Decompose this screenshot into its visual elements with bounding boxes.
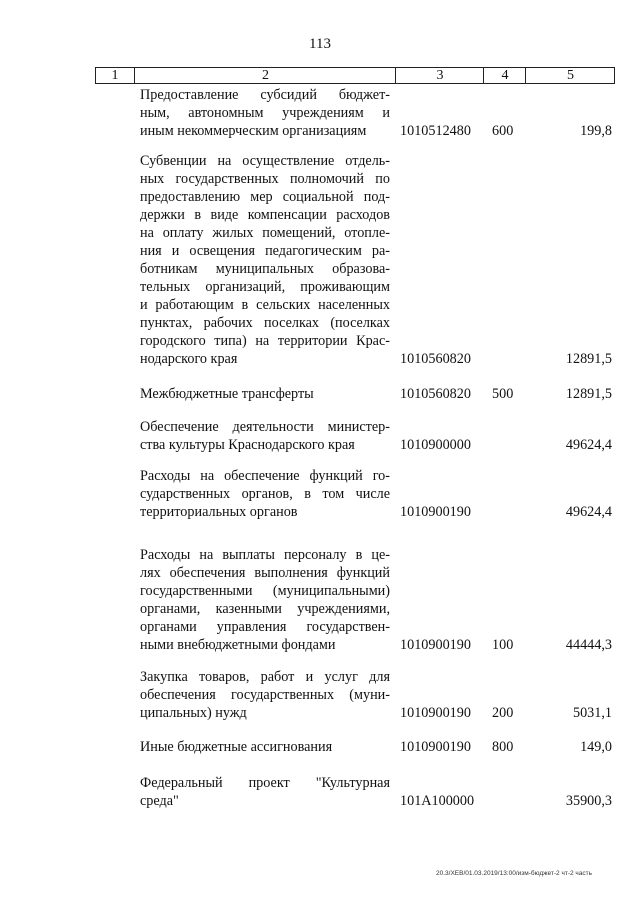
- description-line: ботникам муниципальных образова-: [140, 261, 390, 277]
- row-type: 800: [492, 739, 514, 755]
- row-amount: 12891,5: [565, 386, 612, 402]
- description-line: ципальных) нужд: [140, 705, 247, 721]
- description-line: предоставлению мер социальной под-: [140, 189, 390, 205]
- row-amount: 44444,3: [565, 637, 612, 653]
- description-line: Межбюджетные трансферты: [140, 386, 314, 402]
- description-line: Иные бюджетные ассигнования: [140, 739, 333, 755]
- row-code: 101A100000: [400, 793, 475, 809]
- row-code: 1010512480: [400, 123, 471, 139]
- description-line: иным некоммерческим организациям: [140, 123, 367, 139]
- row-description: [140, 774, 390, 810]
- description-line: Обеспечение деятельности министер-: [140, 419, 390, 435]
- description-line: Расходы на обеспечение функций го-: [140, 468, 390, 484]
- description-line: Предоставление субсидий бюджет-: [140, 87, 390, 103]
- description-line: лях обеспечения выполнения функций: [140, 565, 390, 581]
- row-amount: 12891,5: [565, 351, 612, 367]
- row-description: [140, 86, 390, 140]
- description-line: держки в виде компенсации расходов: [140, 207, 390, 223]
- description-line: обеспечения государственных (муни-: [140, 687, 390, 703]
- row-description: [140, 668, 390, 722]
- row-type: 500: [492, 386, 514, 402]
- header-col-4: 4: [483, 68, 526, 83]
- description-line: нодарского края: [140, 351, 238, 367]
- row-description: [140, 738, 390, 756]
- row-amount: 49624,4: [565, 437, 612, 453]
- row-amount: 149,0: [580, 739, 612, 755]
- row-amount: 199,8: [580, 123, 612, 139]
- description-line: городского типа) на территории Крас-: [140, 333, 390, 349]
- row-amount: 5031,1: [572, 705, 612, 721]
- row-amount: 35900,3: [565, 793, 612, 809]
- row-type: 600: [492, 123, 514, 139]
- table-header: [95, 67, 615, 84]
- description-line: среда": [140, 793, 179, 809]
- description-line: на оплату жилых помещений, отопле-: [140, 225, 390, 241]
- row-code: 1010560820: [400, 386, 471, 402]
- footer-reference: 20.3/ХЕВ/01.03.2019/13:00/изм-бюджет-2 чт-2 часть: [436, 870, 593, 877]
- row-code: 1010560820: [400, 351, 471, 367]
- description-line: тельных организаций, проживающим: [140, 279, 390, 295]
- description-line: Федеральный проект "Культурная: [140, 775, 390, 791]
- description-line: Закупка товаров, работ и услуг для: [140, 669, 390, 685]
- description-line: ства культуры Краснодарского края: [140, 437, 355, 453]
- row-code: 1010900190: [400, 739, 471, 755]
- description-line: сударственных органов, в том числе: [140, 486, 390, 502]
- description-line: ных государственных полномочий по: [140, 171, 390, 187]
- row-amount: 49624,4: [565, 504, 612, 520]
- row-code: 1010900000: [400, 437, 471, 453]
- description-line: государственными (муниципальными): [140, 583, 390, 599]
- description-line: ным, автономным учреждениям и: [140, 105, 390, 121]
- row-description: [140, 152, 390, 368]
- description-line: органами управления государствен-: [140, 619, 390, 635]
- description-line: пунктах, рабочих поселках (поселках: [140, 315, 390, 331]
- row-code: 1010900190: [400, 705, 471, 721]
- description-line: ния и освещения педагогическим ра-: [140, 243, 390, 259]
- description-line: территориальных органов: [140, 504, 298, 520]
- row-description: [140, 546, 390, 654]
- description-line: и работающим в сельских населенных: [140, 297, 390, 313]
- description-line: органами, казенными учреждениями,: [140, 601, 390, 617]
- header-col-5: 5: [525, 68, 615, 83]
- header-col-2: 2: [134, 68, 396, 83]
- header-col-3: 3: [395, 68, 484, 83]
- description-line: Расходы на выплаты персоналу в це-: [140, 547, 390, 563]
- description-line: Субвенции на осуществление отдель-: [140, 153, 390, 169]
- row-description: [140, 467, 390, 521]
- header-col-1: 1: [111, 68, 119, 83]
- row-description: [140, 385, 390, 403]
- row-type: 100: [492, 637, 514, 653]
- row-description: [140, 418, 390, 454]
- row-type: 200: [492, 705, 514, 721]
- page-number: 113: [309, 36, 331, 52]
- row-code: 1010900190: [400, 504, 471, 520]
- description-line: ными внебюджетными фондами: [140, 637, 336, 653]
- row-code: 1010900190: [400, 637, 471, 653]
